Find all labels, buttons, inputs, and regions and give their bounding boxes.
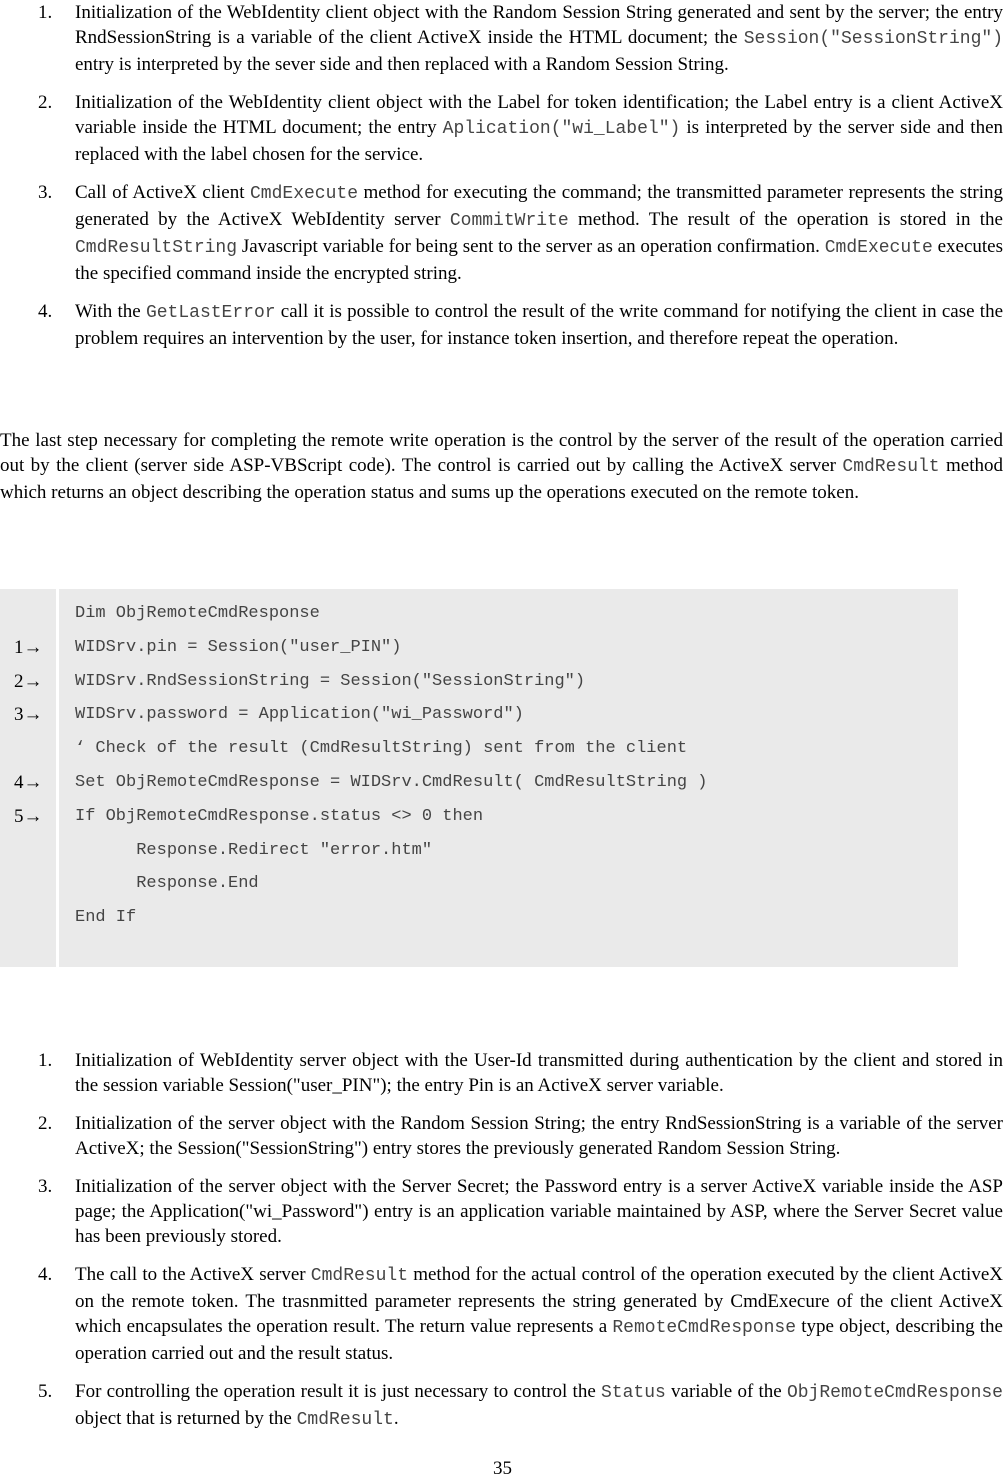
code-line: End If bbox=[75, 908, 137, 927]
code-term: CommitWrite bbox=[449, 211, 569, 231]
text-run: call it is possible to control the result of the write command for notifying the client in case the problem requires an intervention by the user, for instance token insertion, and therefore repeat the operation. bbox=[75, 301, 1004, 349]
line-marker: 2→ bbox=[14, 671, 43, 692]
text-run: variable of the bbox=[665, 1381, 787, 1402]
list-number: 5. bbox=[38, 1381, 53, 1402]
list-item bbox=[0, 90, 1003, 167]
list-number: 1. bbox=[38, 2, 53, 23]
code-line: WIDSrv.password = Application("wi_Password") bbox=[75, 705, 524, 724]
code-line: WIDSrv.pin = Session("user_PIN") bbox=[75, 638, 402, 657]
line-marker: 4→ bbox=[14, 772, 43, 793]
text-run: Initialization of the server object with the Server Secret; the Password entry is a server ActiveX variable inside the ASP page; the Application("wi_Password") entry is an application variable maintained by ASP, where the Server Secret value has been previously stored. bbox=[75, 1176, 1003, 1247]
list-number: 2. bbox=[38, 1113, 53, 1134]
code-line: Set ObjRemoteCmdResponse = WIDSrv.CmdResult( CmdResultString ) bbox=[75, 773, 708, 792]
list-item bbox=[0, 1262, 1003, 1366]
text-run: Initialization of the WebIdentity client object with the Label for token identification; the Label entry is a client ActiveX variable inside the HTML document; the entry bbox=[75, 92, 1003, 138]
code-line: Dim ObjRemoteCmdResponse bbox=[75, 604, 320, 623]
line-marker: 5→ bbox=[14, 806, 43, 827]
line-marker: 3→ bbox=[14, 704, 43, 725]
list-item bbox=[0, 1111, 1003, 1161]
text-run: . bbox=[393, 1408, 399, 1429]
list-item bbox=[0, 1379, 1003, 1433]
text-run: Initialization of the server object with the Random Session String; the entry RndSessionString is a variable of the server ActiveX; the Session("SessionString") entry stores the previously generated Random Session String. bbox=[75, 1113, 1003, 1159]
text-run: Call of ActiveX client bbox=[75, 182, 250, 203]
list-number: 4. bbox=[38, 1264, 53, 1285]
code-term: Status bbox=[601, 1383, 666, 1403]
code-line: Response.Redirect "error.htm" bbox=[75, 841, 433, 860]
list-number: 3. bbox=[38, 182, 53, 203]
list-item bbox=[0, 1048, 1003, 1098]
list-item bbox=[0, 0, 1003, 77]
text-run: method which returns an object describing the operation status and sums up the operations executed on the remote token. bbox=[0, 455, 1003, 503]
list-item bbox=[0, 1174, 1003, 1249]
text-run: method for executing the command; the transmitted parameter represents the string generated by the ActiveX WebIdentity server bbox=[75, 182, 1003, 230]
code-line: ‘ Check of the result (CmdResultString) sent from the client bbox=[75, 739, 688, 758]
code-term: CmdResult bbox=[310, 1266, 409, 1286]
page-number: 35 bbox=[493, 1458, 512, 1479]
code-term: CmdResult bbox=[842, 457, 940, 477]
code-term: Session("SessionString") bbox=[743, 29, 1003, 49]
text-run: Initialization of WebIdentity server object with the User-Id transmitted during authentication by the client and stored in the session variable Session("user_PIN"); the entry Pin is an ActiveX server variable. bbox=[75, 1050, 1003, 1096]
code-term: Aplication("wi_Label") bbox=[442, 119, 681, 139]
code-term: ObjRemoteCmdResponse bbox=[786, 1383, 1003, 1403]
list-number: 4. bbox=[38, 301, 53, 322]
list-number: 3. bbox=[38, 1176, 53, 1197]
code-term: CmdExecute bbox=[249, 184, 359, 204]
list-number: 1. bbox=[38, 1050, 53, 1071]
code-line: Response.End bbox=[75, 874, 259, 893]
code-line: WIDSrv.RndSessionString = Session("SessionString") bbox=[75, 672, 586, 691]
list-number: 2. bbox=[38, 92, 53, 113]
text-run: Initialization of the WebIdentity client object with the Random Session String generated and sent by the server; the entry RndSessionString is a variable of the client ActiveX inside the HTML document; the bbox=[75, 2, 1003, 48]
text-run: method. The result of the operation is stored in the bbox=[568, 209, 1003, 230]
code-term: GetLastError bbox=[145, 303, 276, 323]
text-run: executes the specified command inside the encrypted string. bbox=[75, 236, 1003, 284]
text-run: method for the actual control of the operation executed by the client ActiveX on the remote token. The trasnmitted parameter represents the string generated by CmdExecure of the client ActiveX which encapsulates the operation result. The return value represents a bbox=[75, 1264, 1003, 1337]
line-marker: 1→ bbox=[14, 637, 43, 658]
client-steps-list bbox=[0, 0, 1003, 364]
text-run: is interpreted by the server side and then replaced with the label chosen for the service. bbox=[75, 117, 1004, 165]
text-run: Javascript variable for being sent to the server as an operation confirmation. bbox=[237, 236, 825, 257]
text-run: type object, describing the operation carried out and the result status. bbox=[75, 1316, 1003, 1364]
body-paragraph bbox=[0, 428, 1003, 505]
text-run: The call to the ActiveX server bbox=[75, 1264, 311, 1285]
code-term: CmdResult bbox=[296, 1410, 394, 1430]
text-run: The last step necessary for completing the remote write operation is the control by the server of the result of the operation carried out by the client (server side ASP-VBScript code). The control is carried out by calling the ActiveX server bbox=[0, 430, 1003, 476]
text-run: object that is returned by the bbox=[75, 1408, 297, 1429]
code-term: CmdExecute bbox=[824, 238, 933, 258]
server-steps-list bbox=[0, 1048, 1003, 1446]
list-item bbox=[0, 180, 1003, 286]
text-run: entry is interpreted by the sever side and then replaced with a Random Session String. bbox=[75, 54, 729, 75]
code-line: If ObjRemoteCmdResponse.status <> 0 then bbox=[75, 807, 484, 826]
list-item bbox=[0, 299, 1003, 351]
text-run: For controlling the operation result it is just necessary to control the bbox=[75, 1381, 601, 1402]
code-term: CmdResultString bbox=[75, 238, 238, 258]
text-run: With the bbox=[75, 301, 146, 322]
code-term: RemoteCmdResponse bbox=[612, 1318, 797, 1338]
